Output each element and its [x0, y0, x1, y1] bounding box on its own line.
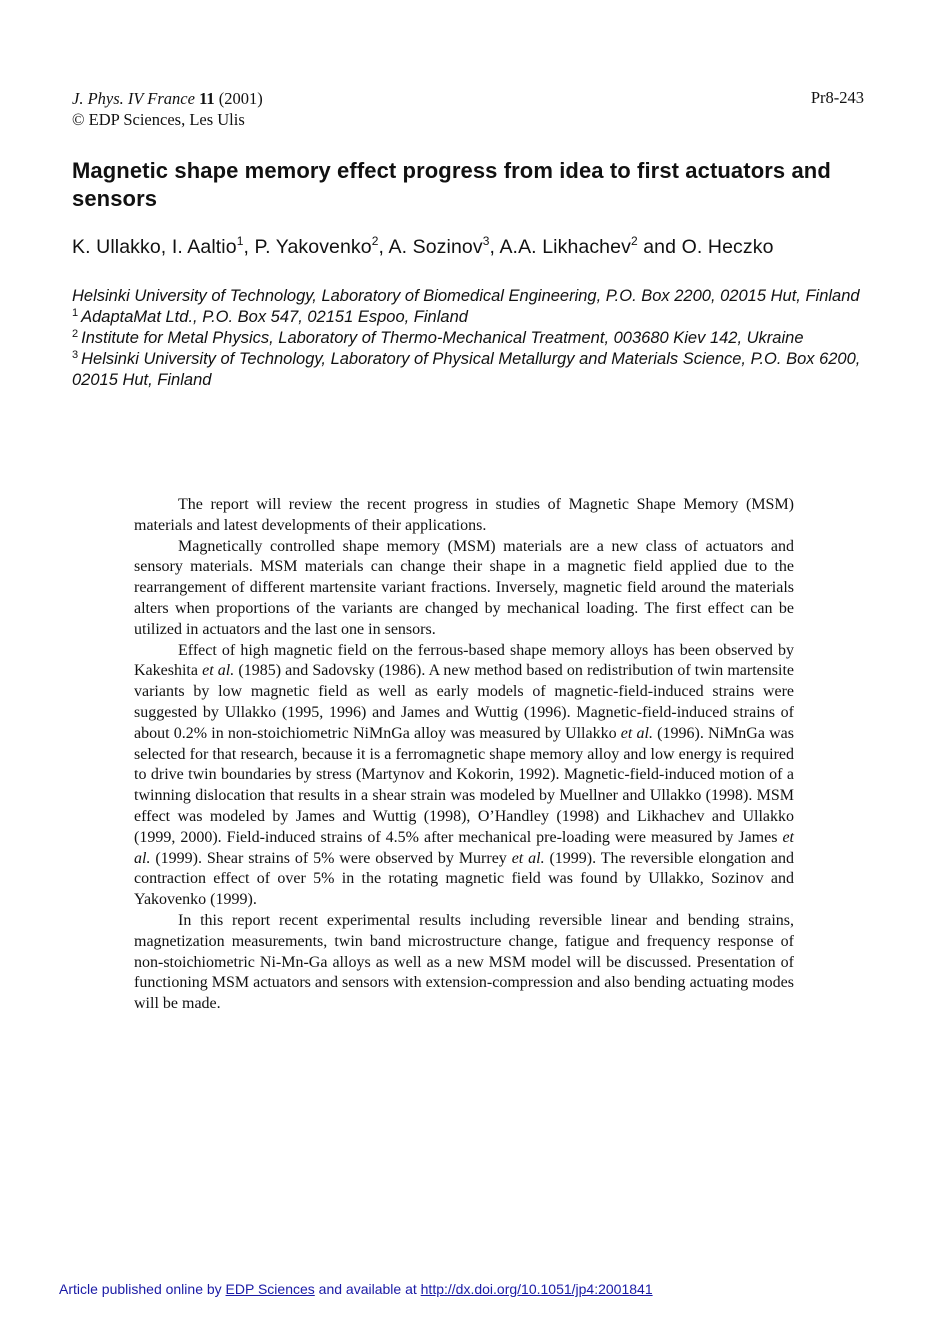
- author-affiliation-marker: 3: [482, 234, 490, 248]
- author-affiliation-marker: 2: [630, 234, 638, 248]
- author-name: O. Heczko: [681, 236, 774, 258]
- page-number: Pr8-243: [810, 88, 864, 107]
- publisher-link[interactable]: EDP Sciences: [225, 1281, 315, 1297]
- journal-year: (2001): [218, 89, 263, 108]
- abstract-paragraph: Effect of high magnetic field on the ferrous-based shape memory alloys has been observed by Kakeshita et al. (1985) and Sadovsky (1986). A new method based on redistribution of twin martensite variants by low magnetic field as well as early models of magnetic-field-induced strains were suggested by Ullakko (1995, 1996) and James and Wuttig (1996). Magnetic-field-induced strains of about 0.2% in non-stoichiometric NiMnGa alloy was measured by Ullakko et al. (1996). NiMnGa was selected for that research, because it is a ferromagnetic shape memory alloy and low energy is required to drive twin boundaries by stress (Martynov and Kokorin, 1992). Magnetic-field-induced motion of a twinning dislocation that results in a shear strain was modeled by Muellner and Ullakko (1998). MSM effect was modeled by James and Wuttig (1998), O’Handley (1998) and Likhachev and Ullakko (1999, 2000). Field-induced strains of 4.5% after mechanical pre-loading were measured by James et al. (1999). Shear strains of 5% were observed by Murrey et al. (1999). The reversible elongation and contraction effect of over 5% in the rotating magnetic field was found by Ullakko, Sozinov and Yakovenko (1999).: [134, 641, 795, 909]
- author-name: I. Aaltio: [171, 236, 237, 258]
- abstract: [134, 495, 794, 1015]
- abstract-paragraph: In this report recent experimental results including reversible linear and bending strains, magnetization measurements, twin band microstructure change, fatigue and frequency response of non-stoichiometric Ni-Mn-Ga alloys as well as a new MSM model will be discussed. Presentation of functioning MSM actuators and sensors with extension-compression and also bending actuating modes will be made.: [134, 911, 794, 1013]
- author-name: A. Sozinov: [388, 236, 483, 258]
- affiliation-text: Institute for Metal Physics, Laboratory of Thermo-Mechanical Treatment, 003680 Kiev 142, Ukraine: [81, 329, 804, 347]
- footer-prefix: Article published online by: [59, 1281, 226, 1297]
- affiliation-list: [72, 286, 862, 391]
- author-name: A.A. Likhachev: [499, 236, 631, 258]
- author-separator: ,: [489, 236, 500, 258]
- author-separator: ,: [160, 236, 172, 258]
- affiliation: [72, 286, 862, 307]
- abstract-paragraph: Magnetically controlled shape memory (MSM) materials are a new class of actuators and sensory materials. MSM materials can change their shape in a magnetic field applied due to the rearrangement of different martensite variant fractions. Inversely, magnetic field around the materials alters when proportions of the variants are changed by mechanical loading. The first effect can be utilized in actuators and the last one in sensors.: [134, 537, 794, 638]
- journal-citation: [72, 88, 263, 109]
- journal-volume: 11: [199, 89, 215, 108]
- affiliation-marker: 2: [72, 328, 79, 340]
- footer-middle: and available at: [314, 1281, 421, 1297]
- author-name: K. Ullakko: [72, 236, 161, 258]
- journal-name: J. Phys. IV France: [72, 89, 195, 108]
- copyright-line: © EDP Sciences, Les Ulis: [72, 110, 245, 129]
- affiliation-marker: 3: [72, 349, 79, 361]
- paper-title: Magnetic shape memory effect progress from idea to first actuators and sensors: [72, 158, 831, 211]
- author-affiliation-marker: 1: [236, 234, 244, 248]
- affiliation: [72, 328, 862, 349]
- affiliation-marker: 1: [72, 307, 79, 319]
- author-separator: ,: [378, 236, 389, 258]
- author-separator: ,: [243, 236, 255, 258]
- author-separator: and: [637, 236, 682, 258]
- author-list: [72, 236, 774, 259]
- affiliation-text: Helsinki University of Technology, Laboratory of Biomedical Engineering, P.O. Box 2200, 02015 Hut, Finland: [72, 287, 860, 305]
- affiliation-text: Helsinki University of Technology, Laboratory of Physical Metallurgy and Materials Science, P.O. Box 6200, 02015 Hut, Finland: [72, 350, 861, 389]
- doi-link[interactable]: http://dx.doi.org/10.1051/jp4:2001841: [420, 1281, 653, 1297]
- author-affiliation-marker: 2: [371, 234, 379, 248]
- publication-footer: [59, 1281, 653, 1297]
- author-name: P. Yakovenko: [254, 236, 372, 258]
- affiliation-text: AdaptaMat Ltd., P.O. Box 547, 02151 Espoo, Finland: [81, 308, 468, 326]
- abstract-paragraph: The report will review the recent progress in studies of Magnetic Shape Memory (MSM) materials and latest developments of their applications.: [134, 496, 794, 534]
- affiliation: [72, 349, 862, 391]
- affiliation: [72, 307, 862, 328]
